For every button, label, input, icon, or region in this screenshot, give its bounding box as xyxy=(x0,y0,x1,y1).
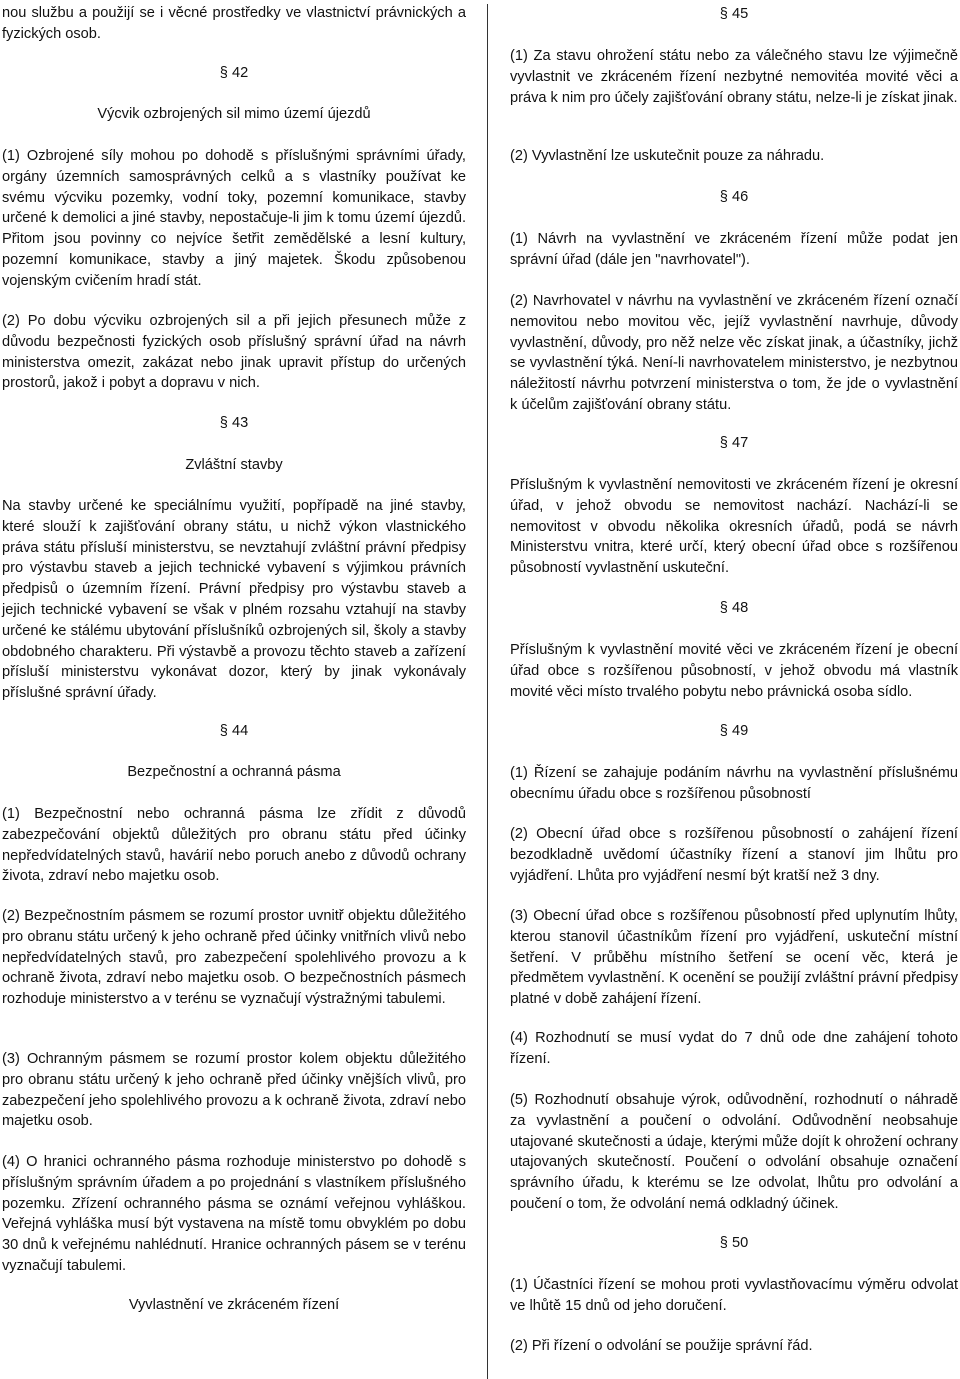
section-50-paragraph-1: (1) Účastníci řízení se mohou proti vyvlastňovacímu výměru odvolat ve lhůtě 15 dnů od jeho doručení. xyxy=(510,1277,958,1314)
section-49-number-value: 49 xyxy=(731,723,749,739)
section-47-number-value: 47 xyxy=(731,435,749,451)
section-43-number-value: 43 xyxy=(231,415,249,431)
section-44-paragraph-2: (2) Bezpečnostním pásmem se rozumí prostor uvnitř objektu důležitého pro obranu státu určený k jeho ochraně před účinky vnitřních vlivů nebo nepředvídatelných stavů, pro zabezpečení spolehlivého provozu a k ochraně života, zdraví nebo majetku osob. O bezpečnostních pásmech rozhoduje ministerstvo a v terénu se vyznačují výstražnými tabulemi. xyxy=(2,908,466,1008)
section-44-number: § 44 xyxy=(219,723,249,739)
part-heading: Vyvlastnění ve zkráceném řízení xyxy=(128,1297,340,1313)
column-divider xyxy=(487,4,488,1379)
section-46-number-value: 46 xyxy=(731,189,749,205)
section-48-number-block xyxy=(510,598,958,619)
intro-paragraph-block xyxy=(2,3,466,45)
section-49-paragraph-5-block xyxy=(510,1090,958,1215)
section-45-paragraph-1-block xyxy=(510,46,958,108)
section-49-number: § 49 xyxy=(719,723,749,739)
section-49-paragraph-3-block xyxy=(510,906,958,1010)
section-50-number-block xyxy=(510,1233,958,1254)
section-43-number-block xyxy=(2,413,466,434)
part-heading-block xyxy=(2,1295,466,1316)
section-45-number-block xyxy=(510,4,958,25)
section-44-number-block xyxy=(2,721,466,742)
section-43-heading: Zvláštní stavby xyxy=(185,457,283,473)
intro-paragraph: nou službu a použijí se i věcné prostředky ve vlastnictví právnických a fyzických osob. xyxy=(2,5,466,42)
section-43-heading-block xyxy=(2,455,466,476)
section-45-paragraph-2-block xyxy=(510,146,958,167)
section-45-paragraph-2: (2) Vyvlastnění lze uskutečnit pouze za náhradu. xyxy=(510,148,825,164)
section-47-paragraph-1-block xyxy=(510,475,958,579)
section-46-paragraph-2-block xyxy=(510,291,958,416)
section-44-number-value: 44 xyxy=(231,723,249,739)
section-44-paragraph-1: (1) Bezpečnostní nebo ochranná pásma lze zřídit z důvodů zabezpečování objektů důležitých pro obranu státu před účinky nepředvídatelných stavů, havárií nebo poruch anebo z důvodů ochrany života, zdraví nebo majetku osob. xyxy=(2,806,466,885)
section-48-paragraph-1-block xyxy=(510,640,958,702)
section-50-number-value: 50 xyxy=(731,1235,749,1251)
section-49-paragraph-3: (3) Obecní úřad obce s rozšířenou působností před uplynutím lhůty, kterou stanovil účastníkům řízení pro vyjádření, uskuteční místní šetření. V průběhu místního šetření se ocení věc, která je předmětem vyvlastnění. K ocenění se použijí zvláštní právní předpisy platné v době zahájení řízení. xyxy=(510,908,958,1008)
section-50-paragraph-2: (2) Při řízení o odvolání se použije správní řád. xyxy=(510,1338,813,1354)
section-49-paragraph-4-block xyxy=(510,1028,958,1070)
section-50-paragraph-2-block xyxy=(510,1336,958,1357)
section-46-number-block xyxy=(510,187,958,208)
section-47-paragraph-1: Příslušným k vyvlastnění nemovitosti ve zkráceném řízení je okresní úřad, v jehož obvodu se nemovitost nachází. Nachází-li se nemovitost v obvodu několika okresních úřadů, podá se návrh Ministerstvu vnitra, které určí, který obecní úřad obce s rozšířenou působností vyvlastnění uskuteční. xyxy=(510,477,958,577)
section-42-heading-block xyxy=(2,104,466,125)
section-45-paragraph-1: (1) Za stavu ohrožení státu nebo za válečného stavu lze výjimečně vyvlastnit ve zkráceném řízení nezbytné nemovitéa movité věci a práva k nim pro účely zajišťování obrany státu, nelze-li je získat jinak. xyxy=(510,48,958,106)
section-49-number-block xyxy=(510,721,958,742)
section-49-paragraph-2-block xyxy=(510,824,958,886)
section-44-heading-block xyxy=(2,762,466,783)
section-49-paragraph-4: (4) Rozhodnutí se musí vydat do 7 dnů ode dne zahájení tohoto řízení. xyxy=(510,1030,958,1067)
section-42-paragraph-1: (1) Ozbrojené síly mohou po dohodě s příslušnými správními úřady, orgány územních samosprávných celků a s vlastníky používat ke svému výcviku pozemky, vodní toky, pozemní komunikace, stavby určené k demolici a jiné stavby, nepostačuje-li jim k tomu území újezdů. Přitom jsou povinny co nejvíce šetřit zemědělské a lesní kultury, pozemní komunikace, stavby a jiný majetek. Škodu způsobenou vojenským cvičením hradí stát. xyxy=(2,148,466,289)
section-44-paragraph-4-block xyxy=(2,1152,466,1277)
section-46-number: § 46 xyxy=(719,189,749,205)
section-42-number: § 42 xyxy=(219,65,249,81)
section-47-number-block xyxy=(510,433,958,454)
section-47-number: § 47 xyxy=(719,435,749,451)
section-43-paragraph-1: Na stavby určené ke speciálnímu využití, popřípadě na jiné stavby, které slouží k zajišťování obrany státu, u nichž výkon vlastnického práva státu přísluší ministerstvu, se nevztahují zvláštní právní předpisy pro výstavbu staveb a jejich technické vybavení s výjimkou právních předpisů o územním řízení. Právní předpisy pro výstavbu staveb a jejich technické vybavení se však v plném rozsahu vztahují na stavby určené ke stálému ubytování příslušníků ozbrojených sil, školy a stavby obdobného charakteru. Při výstavbě a provozu těchto staveb a zařízení přísluší ministerstvu vykonávat dozor, který by jinak vykonávaly příslušné správní úřady. xyxy=(2,498,466,702)
section-48-number: § 48 xyxy=(719,600,749,616)
section-49-paragraph-2: (2) Obecní úřad obce s rozšířenou působností o zahájení řízení bezodkladně uvědomí účastníky řízení a stanoví jim lhůtu pro vyjádření. Lhůta pro vyjádření nesmí být kratší než 3 dny. xyxy=(510,826,958,884)
section-49-paragraph-1-block xyxy=(510,763,958,805)
section-46-paragraph-1-block xyxy=(510,229,958,271)
section-42-number-value: 42 xyxy=(231,65,249,81)
section-50-paragraph-1-block xyxy=(510,1275,958,1317)
section-43-number: § 43 xyxy=(219,415,249,431)
section-44-heading: Bezpečnostní a ochranná pásma xyxy=(127,764,341,780)
section-45-number-value: 45 xyxy=(731,6,749,22)
section-42-heading: Výcvik ozbrojených sil mimo území újezdů xyxy=(97,106,371,122)
section-44-paragraph-2-block xyxy=(2,906,466,1010)
section-46-paragraph-1: (1) Návrh na vyvlastnění ve zkráceném řízení může podat jen správní úřad (dále jen "navrhovatel"). xyxy=(510,231,958,268)
section-44-paragraph-3-block xyxy=(2,1049,466,1132)
section-44-paragraph-3: (3) Ochranným pásmem se rozumí prostor kolem objektu důležitého pro obranu státu určený k jeho ochraně před účinky vnějších vlivů, pro zabezpečení jeho spolehlivého provozu a k ochraně života, zdraví nebo majetku osob. xyxy=(2,1051,466,1130)
section-42-number-block xyxy=(2,63,466,84)
section-46-paragraph-2: (2) Navrhovatel v návrhu na vyvlastnění ve zkráceném řízení označí nemovitou nebo movitou věc, jejíž vyvlastnění navrhuje, důvody vyvlastnění, důvody, pro něž nelze věc získat jinak, a účastníky, jichž se vyvlastnění týká. Není-li navrhovatelem ministerstvo, je nezbytnou náležitostí návrhu potvrzení ministerstva o tom, že jde o vyvlastnění k účelům zajišťování obrany státu. xyxy=(510,293,958,413)
section-42-paragraph-1-block xyxy=(2,146,466,292)
section-45-number: § 45 xyxy=(719,6,749,22)
section-42-paragraph-2-block xyxy=(2,311,466,394)
section-44-paragraph-4: (4) O hranici ochranného pásma rozhoduje ministerstvo po dohodě s příslušným správním úřadem a po projednání s vlastníkem příslušného pozemku. Zřízení ochranného pásma se oznámí veřejnou vyhláškou. Veřejná vyhláška musí být vystavena na místě tomu obvyklém po dobu 30 dnů k veřejnému nahlédnutí. Hranice ochranných pásem se v terénu vyznačují tabulemi. xyxy=(2,1154,466,1274)
section-42-paragraph-2: (2) Po dobu výcviku ozbrojených sil a při jejich přesunech může z důvodu bezpečnosti fyzických osob příslušný správní úřad na návrh ministerstva omezit, zakázat nebo jinak upravit přístup do určených prostorů, jakož i pobyt a dopravu v nich. xyxy=(2,313,466,392)
section-44-paragraph-1-block xyxy=(2,804,466,887)
section-50-number: § 50 xyxy=(719,1235,749,1251)
section-48-paragraph-1: Příslušným k vyvlastnění movité věci ve zkráceném řízení je obecní úřad obce s rozšířenou působností, v jehož obvodu má vlastník movité věci místo trvalého pobytu nebo právnická osoba sídlo. xyxy=(510,642,958,700)
section-48-number-value: 48 xyxy=(731,600,749,616)
section-49-paragraph-1: (1) Řízení se zahajuje podáním návrhu na vyvlastnění příslušnému obecnímu úřadu obce s rozšířenou působností xyxy=(510,765,958,802)
section-43-paragraph-1-block xyxy=(2,496,466,704)
section-49-paragraph-5: (5) Rozhodnutí obsahuje výrok, odůvodnění, rozhodnutí o náhradě za vyvlastnění a poučení o odvolání. Odůvodnění neobsahuje utajované skutečnosti a údaje, kterými může dojít k ohrožení ochrany utajovaných skutečností. Poučení o odvolání obsahuje označení správního úřadu, k kterému se lze odvolat, lhůtu pro odvolání a poučení o tom, že odvolání nemá odkladný účinek. xyxy=(510,1092,958,1212)
